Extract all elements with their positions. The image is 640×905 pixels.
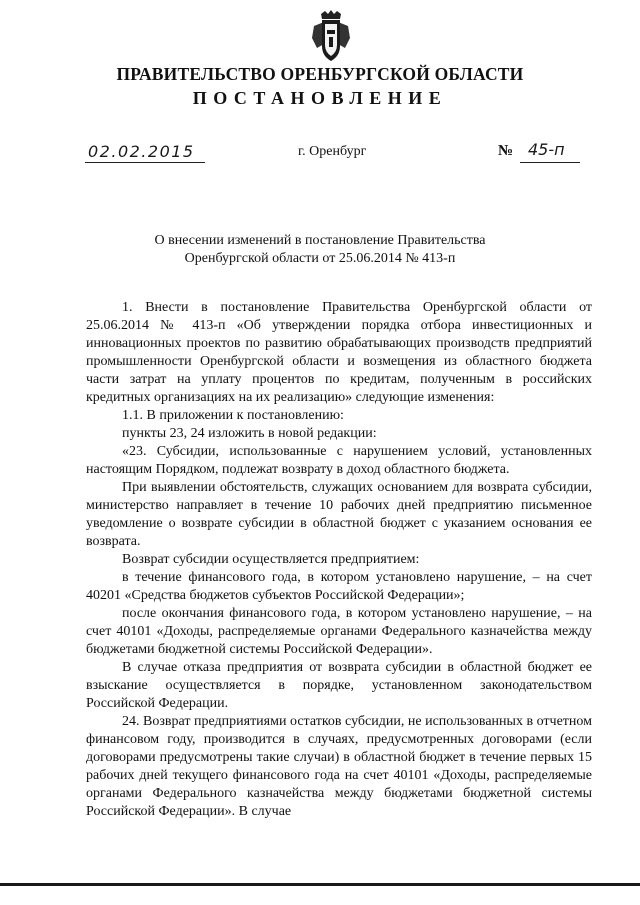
document-city: г. Оренбург <box>298 144 367 159</box>
document-meta <box>0 142 640 166</box>
paragraph: «23. Субсидии, использованные с нарушением условий, установленных настоящим Порядком, подлежат возврату в доход областного бюджета. <box>86 444 592 477</box>
paragraph: Возврат субсидии осуществляется предприятием: <box>122 552 420 567</box>
paragraph: после окончания финансового года, в котором установлено нарушение, – на счет 40101 «Доходы, распределяемые органами Федерального казначейства между бюджетами бюджетной системы Российской Федерации». <box>86 606 592 657</box>
paragraph: пункты 23, 24 изложить в новой редакции: <box>122 426 377 441</box>
subject-line: Оренбургской области от 25.06.2014 № 413-п <box>184 251 456 266</box>
paragraph: 1. Внести в постановление Правительства Оренбургской области от 25.06.2014 № 413-п «Об утверждении порядка отбора инвестиционных и инновационных проектов по развитию обрабатывающих производств предприятий промышленности Оренбургской области и возмещения из областного бюджета части затрат на уплату процентов по кредитам, полученным в российских кредитных организациях на их реализацию» следующие изменения: <box>86 300 592 405</box>
coat-of-arms-icon <box>308 10 354 64</box>
paragraph: При выявлении обстоятельств, служащих основанием для возврата субсидии, министерство направляет в течение 10 рабочих дней предприятию письменное уведомление о возврате субсидии в областной бюджет с указанием основания ее возврата. <box>86 480 592 549</box>
paragraph: 1.1. В приложении к постановлению: <box>122 408 344 423</box>
bottom-edge-rule <box>0 883 640 886</box>
government-title: ПРАВИТЕЛЬСТВО ОРЕНБУРГСКОЙ ОБЛАСТИ <box>116 64 524 84</box>
date-underline <box>85 162 205 163</box>
document-type: ПОСТАНОВЛЕНИЕ <box>192 88 448 108</box>
number-underline <box>520 162 580 163</box>
paragraph: в течение финансового года, в котором установлено нарушение, – на счет 40201 «Средства бюджетов субъектов Российской Федерации»; <box>86 570 592 603</box>
paragraph: 24. Возврат предприятиями остатков субсидии, не использованных в отчетном финансовом году, производится в случаях, предусмотренных договорами (если договорами предусмотрены такие случаи) в областной бюджет в течение первых 15 рабочих дней текущего финансового года на счет 40101 «Доходы, распределяемые органами Федерального казначейства между бюджетами бюджетной системы Российской Федерации». В случае <box>86 714 592 819</box>
document-number: 45-п <box>528 140 565 159</box>
document-body <box>86 299 592 821</box>
subject-line: О внесении изменений в постановление Правительства <box>154 233 486 248</box>
paragraph: В случае отказа предприятия от возврата субсидии в областной бюджет ее взыскание осуществляется в порядке, установленном законодательством Российской Федерации. <box>86 660 592 711</box>
number-label: № <box>498 143 514 159</box>
document-date: 02.02.2015 <box>88 142 195 161</box>
document-subject <box>0 232 640 268</box>
